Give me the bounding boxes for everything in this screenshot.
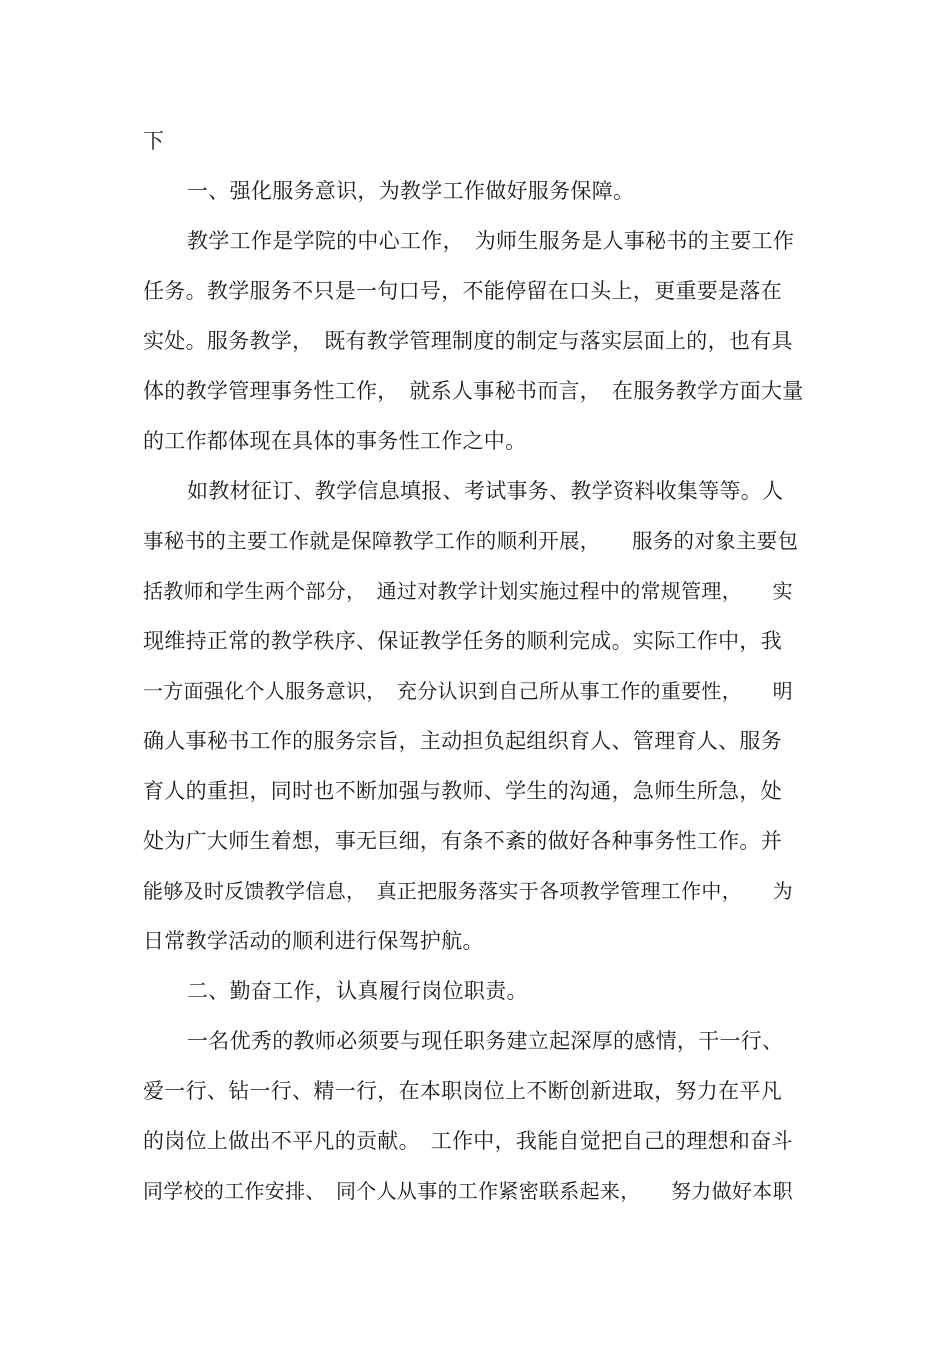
text-line: 一方面强化个人服务意识， 充分认识到自己所从事工作的重要性， 明 <box>143 679 793 703</box>
text-line: 现维持正常的教学秩序、保证教学任务的顺利完成。实际工作中，我 <box>143 629 782 653</box>
text-line: 体的教学管理事务性工作， 就系人事秘书而言， 在服务教学方面大量 <box>143 379 804 403</box>
text-line: 如教材征订、教学信息填报、考试事务、教学资料收集等等。人 <box>187 479 784 503</box>
text-line: 下 <box>143 129 165 153</box>
text-line: 同学校的工作安排、 同个人从事的工作紧密联系起来， 努力做好本职 <box>143 1179 793 1203</box>
text-line: 的工作都体现在具体的事务性工作之中。 <box>143 429 527 453</box>
text-line: 日常教学活动的顺利进行保驾护航。 <box>143 929 484 953</box>
text-line: 一名优秀的教师必须要与现任职务建立起深厚的感情，干一行、 <box>187 1029 784 1053</box>
text-line: 育人的重担，同时也不断加强与教师、学生的沟通，急师生所急，处 <box>143 779 782 803</box>
section-heading: 二、勤奋工作，认真履行岗位职责。 <box>187 979 528 1003</box>
text-line: 括教师和学生两个部分， 通过对教学计划实施过程中的常规管理， 实 <box>143 579 793 603</box>
text-line: 处为广大师生着想，事无巨细，有条不紊的做好各种事务性工作。并 <box>143 829 782 853</box>
text-line: 确人事秘书工作的服务宗旨，主动担负起组织育人、管理育人、服务 <box>143 729 782 753</box>
text-line: 实处。服务教学， 既有教学管理制度的制定与落实层面上的，也有具 <box>143 329 793 353</box>
text-line: 教学工作是学院的中心工作， 为师生服务是人事秘书的主要工作 <box>187 229 795 253</box>
text-line: 任务。教学服务不只是一句口号，不能停留在口头上，更重要是落在 <box>143 279 782 303</box>
section-heading: 一、强化服务意识，为教学工作做好服务保障。 <box>187 179 635 203</box>
text-line: 能够及时反馈教学信息， 真正把服务落实于各项教学管理工作中， 为 <box>143 879 793 903</box>
text-line: 的岗位上做出不平凡的贡献。 工作中，我能自觉把自己的理想和奋斗 <box>143 1129 793 1153</box>
text-line: 爱一行、钻一行、精一行，在本职岗位上不断创新进取，努力在平凡 <box>143 1079 782 1103</box>
text-line: 事秘书的主要工作就是保障教学工作的顺利开展， 服务的对象主要包 <box>143 529 799 553</box>
